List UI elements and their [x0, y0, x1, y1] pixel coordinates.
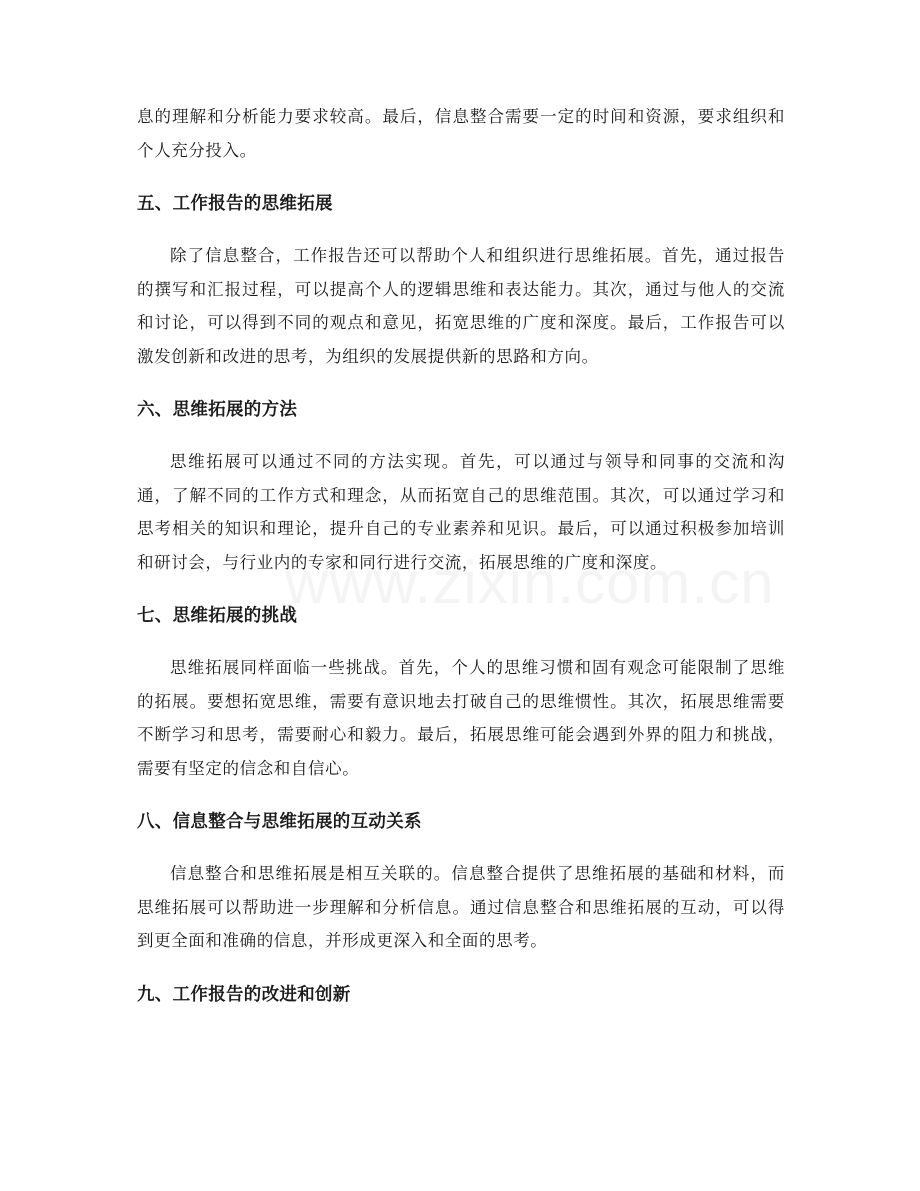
- section-paragraph-8: 信息整合和思维拓展是相互关联的。信息整合提供了思维拓展的基础和材料，而思维拓展可以帮助进一步理解和分析信息。通过信息整合和思维拓展的互动，可以得到更全面和准确的信息，并形成更深入和全面的思考。: [137, 864, 785, 950]
- section-paragraph-7: 思维拓展同样面临一些挑战。首先，个人的思维习惯和固有观念可能限制了思维的拓展。要想拓宽思维，需要有意识地去打破自己的思维惯性。其次，拓展思维需要不断学习和思考，需要耐心和毅力。最后，拓展思维可能会遇到外界的阻力和挑战，需要有坚定的信念和自信心。: [137, 658, 785, 778]
- section-heading-6: 六、思维拓展的方法: [137, 400, 298, 420]
- paragraph-continued: 息的理解和分析能力要求较高。最后，信息整合需要一定的时间和资源，要求组织和个人充分投入。: [137, 107, 785, 160]
- section-heading-8: 八、信息整合与思维拓展的互动关系: [137, 812, 422, 832]
- section-heading-7: 七、思维拓展的挑战: [137, 606, 298, 626]
- section-paragraph-6: 思维拓展可以通过不同的方法实现。首先，可以通过与领导和同事的交流和沟通，了解不同的工作方式和理念，从而拓宽自己的思维范围。其次，可以通过学习和思考相关的知识和理论，提升自己的专业素养和见识。最后，可以通过积极参加培训和研讨会，与行业内的专家和同行进行交流，拓展思维的广度和深度。: [137, 452, 785, 572]
- section-paragraph-5: 除了信息整合，工作报告还可以帮助个人和组织进行思维拓展。首先，通过报告的撰写和汇报过程，可以提高个人的逻辑思维和表达能力。其次，通过与他人的交流和讨论，可以得到不同的观点和意见，拓宽思维的广度和深度。最后，工作报告可以激发创新和改进的思考，为组织的发展提供新的思路和方向。: [137, 246, 785, 366]
- document-body: [137, 100, 785, 1010]
- section-heading-5: 五、工作报告的思维拓展: [137, 194, 333, 214]
- section-heading-9: 九、工作报告的改进和创新: [137, 984, 351, 1005]
